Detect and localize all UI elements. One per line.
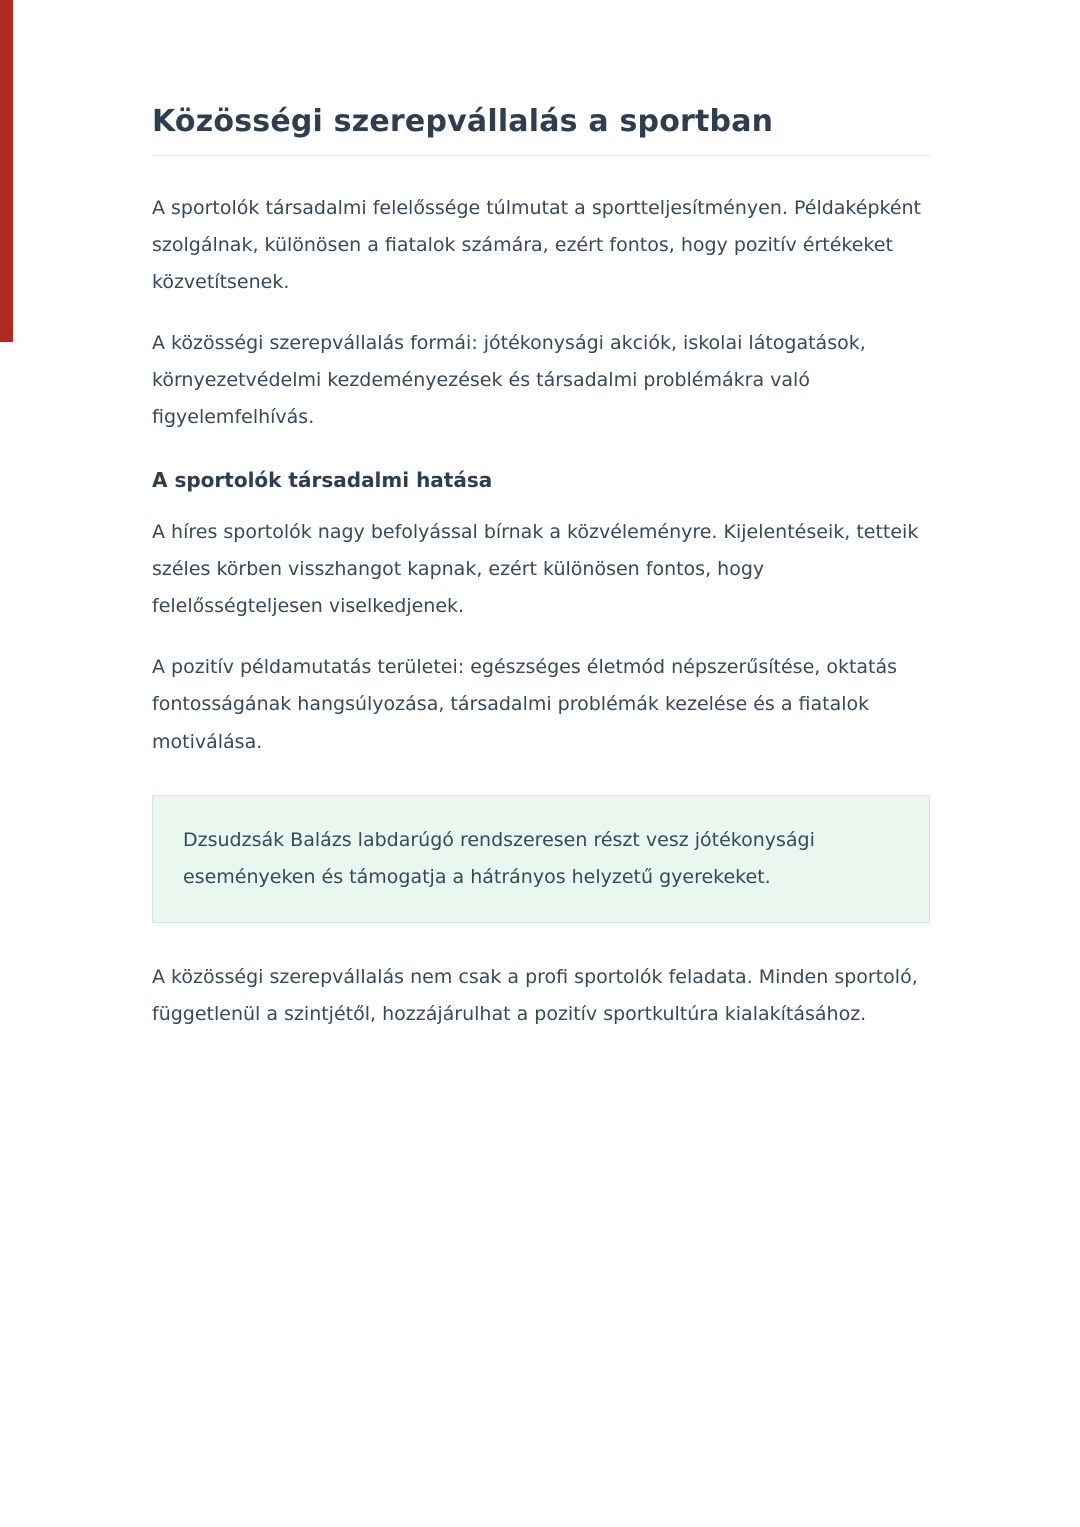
section-heading-social-impact: A sportolók társadalmi hatása (152, 468, 493, 493)
paragraph-intro: A sportolók társadalmi felelőssége túlmutat a sportteljesítményen. Példaképként szolgálnak, különösen a fiatalok számára, ezért fontos, hogy pozitív értékeket közvetítsenek. (152, 197, 922, 294)
paragraph-influence: A híres sportolók nagy befolyással bírnak a közvéleményre. Kijelentéseik, tetteik széles körben visszhangot kapnak, ezért különösen fontos, hogy felelősségteljesen viselkedjenek. (152, 521, 919, 618)
callout-text: Dzsudzsák Balázs labdarúgó rendszeresen részt vesz jótékonysági eseményeken és támogatja a hátrányos helyzetű gyerekeket. (183, 828, 815, 888)
callout-box (152, 795, 930, 923)
page-title: Közösségi szerepvállalás a sportban (152, 104, 930, 156)
paragraph-positive-example: A pozitív példamutatás területei: egészséges életmód népszerűsítése, oktatás fontosságának hangsúlyozása, társadalmi problémák kezelése és a fiatalok motiválása. (152, 656, 898, 753)
paragraph-conclusion: A közösségi szerepvállalás nem csak a profi sportolók feladata. Minden sportoló, függetlenül a szintjétől, hozzájárulhat a pozitív sportkultúra kialakításához. (152, 965, 918, 1025)
paragraph-forms: A közösségi szerepvállalás formái: jótékonysági akciók, iskolai látogatások, környezetvédelmi kezdeményezések és társadalmi problémákra való figyelemfelhívás. (152, 332, 866, 429)
